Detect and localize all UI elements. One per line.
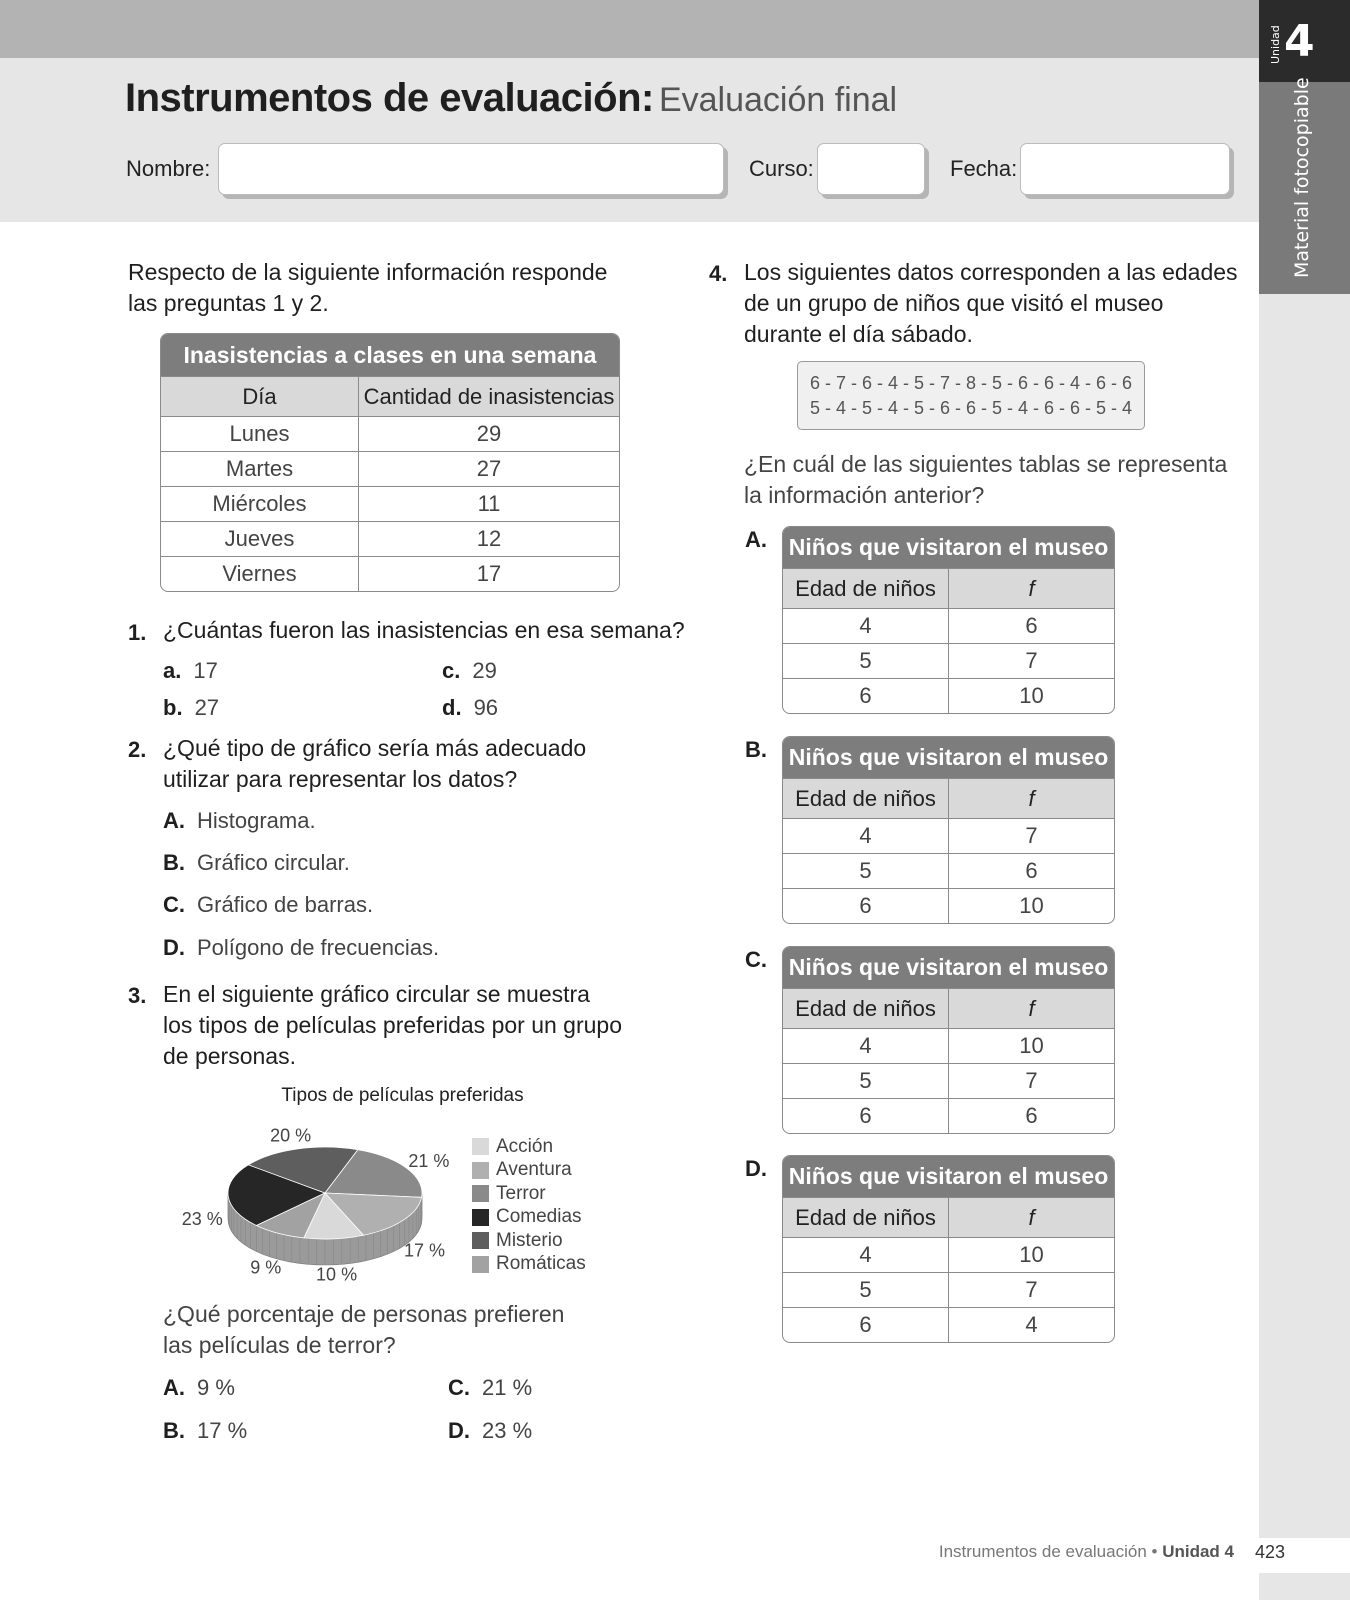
- age-cell: 5: [859, 1068, 872, 1093]
- q4-question-line-2: la información anterior?: [744, 482, 985, 508]
- museum-table-title: Niños que visitaron el museo: [783, 947, 1114, 988]
- option-letter: D.: [448, 1418, 470, 1443]
- table-row: [783, 1237, 1114, 1272]
- table-row: [161, 556, 619, 591]
- q4-option-b-table[interactable]: [782, 736, 1115, 924]
- chart-legend: [472, 1135, 586, 1276]
- frequency-cell: 7: [948, 1273, 1114, 1307]
- count-cell: 11: [358, 487, 619, 521]
- q3-option-c[interactable]: [448, 1375, 532, 1401]
- copy-tab: [1259, 77, 1350, 294]
- q3-option-b[interactable]: [163, 1418, 247, 1444]
- table-row: [783, 1028, 1114, 1063]
- age-cell: 6: [859, 683, 872, 708]
- frequency-cell: 6: [948, 854, 1114, 888]
- table-row: [783, 1272, 1114, 1307]
- day-cell: Martes: [225, 456, 294, 481]
- page-number: 423: [1255, 1542, 1286, 1562]
- q3-line-1: En el siguiente gráfico circular se muestra: [163, 981, 590, 1007]
- legend-item: [472, 1182, 586, 1206]
- table-row: [161, 451, 619, 486]
- museum-table-header-row: [783, 778, 1114, 818]
- q3-question-line-1: ¿Qué porcentaje de personas prefieren: [163, 1301, 565, 1327]
- q1-option-a[interactable]: [163, 658, 218, 684]
- age-cell: 6: [859, 893, 872, 918]
- q4-option-c-table[interactable]: [782, 946, 1115, 1134]
- table-row: [161, 486, 619, 521]
- museum-table-header-row: [783, 568, 1114, 608]
- q1-option-d[interactable]: [442, 695, 498, 721]
- pie-percent-label: 10 %: [316, 1264, 358, 1285]
- option-text: Gráfico de barras.: [197, 892, 374, 917]
- chart-title: Tipos de películas preferidas: [281, 1085, 524, 1106]
- legend-swatch: [472, 1256, 489, 1273]
- header-age: Edad de niños: [795, 576, 936, 601]
- q3-option-d[interactable]: [448, 1418, 532, 1444]
- age-cell: 4: [859, 823, 872, 848]
- count-cell: 27: [358, 452, 619, 486]
- option-text: 21 %: [482, 1375, 533, 1400]
- option-letter: C.: [163, 892, 185, 917]
- footer-section: Instrumentos de evaluación: [938, 1542, 1147, 1561]
- title-light: Evaluación final: [658, 81, 898, 119]
- footer-separator: •: [1151, 1542, 1158, 1561]
- name-label: Nombre:: [126, 156, 211, 181]
- q1-option-b[interactable]: [163, 695, 219, 721]
- age-cell: 6: [859, 1312, 872, 1337]
- course-label: Curso:: [749, 156, 814, 181]
- unit-tab: [1259, 0, 1350, 82]
- frequency-cell: 10: [948, 679, 1114, 713]
- option-text: 17 %: [197, 1418, 248, 1443]
- table-row: [783, 1063, 1114, 1098]
- option-letter: C.: [448, 1375, 470, 1400]
- museum-table-title: Niños que visitaron el museo: [783, 527, 1114, 568]
- header-frequency: f: [948, 989, 1114, 1028]
- museum-table-header-row: [783, 988, 1114, 1028]
- option-text: 17: [193, 658, 218, 683]
- age-cell: 4: [859, 1242, 872, 1267]
- option-letter: D.: [163, 935, 185, 960]
- header-frequency: f: [948, 1198, 1114, 1237]
- intro-line-2: las preguntas 1 y 2.: [128, 290, 329, 316]
- page-title: [125, 76, 897, 121]
- age-cell: 5: [859, 858, 872, 883]
- legend-item: [472, 1159, 586, 1183]
- museum-table-header-row: [783, 1197, 1114, 1237]
- ages-data-box: [797, 361, 1145, 430]
- legend-label: Romáticas: [496, 1253, 586, 1275]
- age-cell: 5: [859, 1277, 872, 1302]
- q2-option-a[interactable]: [163, 808, 316, 834]
- option-letter: d.: [442, 695, 462, 720]
- option-letter: c.: [442, 658, 461, 683]
- absence-table: [160, 333, 620, 592]
- table-row: [783, 1307, 1114, 1342]
- q3-line-3: de personas.: [163, 1043, 296, 1069]
- legend-item: [472, 1135, 586, 1159]
- q4-option-d-letter: D.: [745, 1156, 767, 1181]
- q4-line-3: durante el día sábado.: [744, 321, 973, 347]
- pie-percent-label: 23 %: [181, 1208, 223, 1229]
- q2-line-2: utilizar para representar los datos?: [163, 766, 518, 792]
- legend-label: Misterio: [496, 1229, 563, 1251]
- frequency-cell: 7: [948, 1064, 1114, 1098]
- legend-swatch: [472, 1162, 489, 1179]
- q1-option-c[interactable]: [442, 658, 497, 684]
- pie-percent-label: 21 %: [408, 1150, 450, 1171]
- table-row: [161, 521, 619, 556]
- table-row: [783, 643, 1114, 678]
- absence-table-title: Inasistencias a clases en una semana: [161, 334, 619, 376]
- q3-number: 3.: [128, 983, 147, 1008]
- age-cell: 6: [859, 1103, 872, 1128]
- ages-data-line-2: 5 - 4 - 5 - 4 - 5 - 6 - 6 - 5 - 4 - 6 - 6 - 5 - 4: [809, 398, 1133, 418]
- footer-unit: Unidad 4: [1162, 1542, 1234, 1561]
- museum-table-title: Niños que visitaron el museo: [783, 1156, 1114, 1197]
- q4-line-1: Los siguientes datos corresponden a las edades: [744, 259, 1238, 285]
- title-bold: Instrumentos de evaluación:: [125, 76, 654, 120]
- legend-label: Comedias: [496, 1206, 582, 1228]
- q3-line-2: los tipos de películas preferidas por un grupo: [163, 1012, 623, 1038]
- copy-label: Material fotocopiable: [1291, 77, 1313, 278]
- q3-option-a[interactable]: [163, 1375, 235, 1401]
- museum-table-title: Niños que visitaron el museo: [783, 737, 1114, 778]
- day-cell: Lunes: [229, 421, 290, 446]
- count-cell: 12: [358, 522, 619, 556]
- header-age: Edad de niños: [795, 1205, 936, 1230]
- header-frequency: f: [948, 569, 1114, 608]
- option-text: 29: [472, 658, 497, 683]
- day-cell: Jueves: [224, 526, 295, 551]
- legend-swatch: [472, 1232, 489, 1249]
- count-cell: 17: [358, 557, 619, 591]
- header-count: Cantidad de inasistencias: [358, 377, 619, 416]
- option-text: 23 %: [482, 1418, 533, 1443]
- legend-swatch: [472, 1185, 489, 1202]
- date-label: Fecha:: [950, 156, 1018, 181]
- frequency-cell: 4: [948, 1308, 1114, 1342]
- age-cell: 4: [859, 613, 872, 638]
- frequency-cell: 7: [948, 644, 1114, 678]
- unit-label: Unidad: [1269, 25, 1282, 64]
- q4-line-2: de un grupo de niños que visitó el museo: [744, 290, 1164, 316]
- table-row: [783, 1098, 1114, 1133]
- q4-option-d-table[interactable]: [782, 1155, 1115, 1343]
- intro-line-1: Respecto de la siguiente información responde: [128, 259, 608, 285]
- footer-text: [939, 1542, 1234, 1562]
- q2-option-b[interactable]: [163, 850, 350, 876]
- q4-option-a-table[interactable]: [782, 526, 1115, 714]
- frequency-cell: 6: [948, 609, 1114, 643]
- option-text: Histograma.: [197, 808, 316, 833]
- age-cell: 5: [859, 648, 872, 673]
- legend-label: Terror: [496, 1182, 546, 1204]
- q2-line-1: ¿Qué tipo de gráfico sería más adecuado: [163, 735, 587, 761]
- header-age: Edad de niños: [795, 786, 936, 811]
- frequency-cell: 10: [948, 1029, 1114, 1063]
- q1-number: 1.: [128, 620, 147, 645]
- name-field[interactable]: [218, 143, 724, 195]
- option-text: Polígono de frecuencias.: [197, 935, 440, 960]
- q4-question-line-1: ¿En cuál de las siguientes tablas se representa: [744, 451, 1228, 477]
- course-field[interactable]: [817, 143, 925, 195]
- legend-item: [472, 1206, 586, 1230]
- header-age: Edad de niños: [795, 996, 936, 1021]
- option-text: Gráfico circular.: [197, 850, 350, 875]
- day-cell: Viernes: [222, 561, 297, 586]
- table-row: [783, 818, 1114, 853]
- date-field[interactable]: [1020, 143, 1230, 195]
- q2-number: 2.: [128, 737, 147, 762]
- table-row: [783, 888, 1114, 923]
- frequency-cell: 7: [948, 819, 1114, 853]
- header-frequency: f: [948, 779, 1114, 818]
- frequency-cell: 10: [948, 889, 1114, 923]
- legend-swatch: [472, 1138, 489, 1155]
- frequency-cell: 6: [948, 1099, 1114, 1133]
- option-letter: A.: [163, 1375, 185, 1400]
- pie-percent-label: 20 %: [270, 1125, 312, 1146]
- q4-number: 4.: [709, 261, 728, 286]
- pie-percent-label: 9 %: [250, 1257, 282, 1278]
- option-text: 27: [194, 695, 220, 720]
- legend-item: [472, 1253, 586, 1277]
- frequency-cell: 10: [948, 1238, 1114, 1272]
- option-letter: a.: [163, 658, 182, 683]
- count-cell: 29: [358, 417, 619, 451]
- option-letter: A.: [163, 808, 185, 833]
- legend-item: [472, 1229, 586, 1253]
- option-letter: B.: [163, 850, 185, 875]
- table-row: [161, 416, 619, 451]
- q2-option-c[interactable]: [163, 892, 373, 918]
- table-row: [783, 608, 1114, 643]
- q2-option-d[interactable]: [163, 935, 439, 961]
- table-row: [783, 853, 1114, 888]
- option-letter: B.: [163, 1418, 185, 1443]
- q3-question-line-2: las películas de terror?: [163, 1332, 396, 1358]
- unit-number: 4: [1284, 16, 1315, 67]
- option-letter: b.: [163, 695, 183, 720]
- legend-swatch: [472, 1209, 489, 1226]
- table-row: [783, 678, 1114, 713]
- legend-label: Acción: [496, 1135, 554, 1157]
- legend-label: Aventura: [496, 1159, 572, 1181]
- option-text: 96: [473, 695, 499, 720]
- pie-chart: [180, 1105, 470, 1295]
- header-day: Día: [242, 384, 277, 409]
- q1-text: ¿Cuántas fueron las inasistencias en esa semana?: [163, 617, 685, 643]
- age-cell: 4: [859, 1033, 872, 1058]
- q4-option-a-letter: A.: [745, 527, 767, 552]
- q4-option-c-letter: C.: [745, 947, 767, 972]
- option-text: 9 %: [197, 1375, 235, 1400]
- pie-percent-label: 17 %: [403, 1240, 446, 1261]
- absence-table-header-row: [161, 376, 619, 416]
- day-cell: Miércoles: [212, 491, 307, 516]
- ages-data-line-1: 6 - 7 - 6 - 4 - 5 - 7 - 8 - 5 - 6 - 6 - 4 - 6 - 6: [809, 373, 1133, 393]
- q4-option-b-letter: B.: [745, 737, 767, 762]
